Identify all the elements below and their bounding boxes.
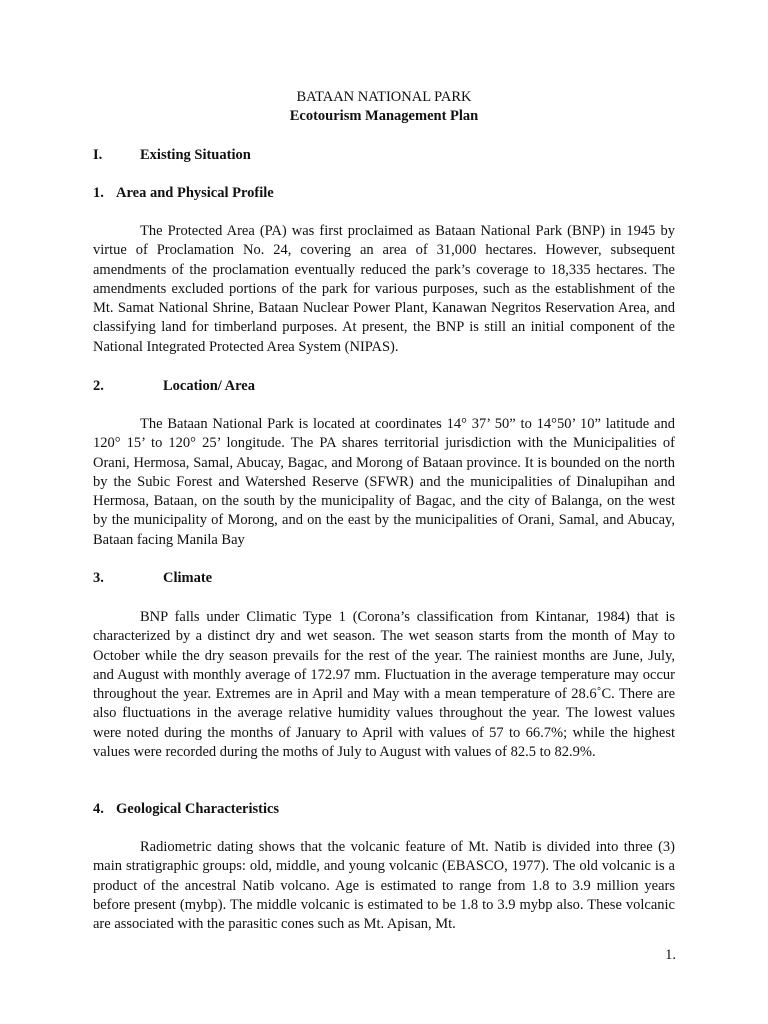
document-title: BATAAN NATIONAL PARK: [296, 89, 472, 105]
subsection-4-title: Geological Characteristics: [116, 801, 280, 817]
subsection-3-heading: [93, 569, 212, 587]
subsection-3-paragraph: BNP falls under Climatic Type 1 (Corona’s classification from Kintanar, 1984) that is characterized by a distinct dry and wet season. The wet season starts from the month of May to October while the dry season prevails for the rest of the year. The rainiest months are June, July, and August with monthly average of 172.97 mm. Fluctuation in the average temperature may occur throughout the year. Extremes are in April and May with a mean temperature of 28.6˚C. There are also fluctuations in the average relative humidity values throughout the year. The lowest values were noted during the months of January to April with values of 57 to 66.7%; while the highest values were recorded during the moths of July to August with values of 82.5 to 82.9%.: [93, 609, 675, 761]
section-heading: [93, 146, 251, 164]
subsection-1-heading: [93, 184, 274, 202]
subsection-2-paragraph: The Bataan National Park is located at coordinates 14° 37’ 50” to 14°50’ 10” latitude and 120° 15’ to 120° 25’ longitude. The PA shares territorial jurisdiction with the Municipalities of Orani, Hermosa, Samal, Abucay, Bagac, and Morong of Bataan province. It is bounded on the north by the Subic Forest and Watershed Reserve (SFWR) and the municipalities of Dinalupihan and Hermosa, Bataan, on the south by the municipality of Bagac, and the city of Balanga, on the west by the municipality of Morong, and on the east by the municipalities of Orani, Samal, and Abucay, Bataan facing Manila Bay: [93, 416, 675, 548]
page-number: 1.: [665, 947, 676, 963]
section-number: I.: [93, 147, 103, 163]
subsection-2-title: Location/ Area: [163, 378, 255, 394]
subsection-1-number: 1.: [93, 185, 104, 201]
document-subtitle: Ecotourism Management Plan: [289, 108, 479, 124]
subsection-2-number: 2.: [93, 378, 104, 394]
subsection-3-number: 3.: [93, 570, 104, 586]
subsection-4-paragraph: Radiometric dating shows that the volcanic feature of Mt. Natib is divided into three (3) main stratigraphic groups: old, middle, and young volcanic (EBASCO, 1977). The old volcanic is a product of the ancestral Natib volcano. Age is estimated to range from 1.8 to 3.9 million years before present (mybp). The middle volcanic is estimated to be 1.8 to 3.9 mybp also. These volcanic are associated with the parasitic cones such as Mt. Apisan, Mt.: [93, 839, 675, 933]
subsection-1-title: Area and Physical Profile: [116, 185, 274, 201]
subsection-4-heading: [93, 800, 279, 818]
subsection-3-title: Climate: [163, 570, 213, 586]
subsection-1-paragraph: The Protected Area (PA) was first proclaimed as Bataan National Park (BNP) in 1945 by virtue of Proclamation No. 24, covering an area of 31,000 hectares. However, subsequent amendments of the proclamation eventually reduced the park’s coverage to 18,335 hectares. The amendments excluded portions of the park for various purposes, such as the establishment of the Mt. Samat National Shrine, Bataan Nuclear Power Plant, Kanawan Negritos Reservation Area, and classifying land for timberland purposes. At present, the BNP is still an initial component of the National Integrated Protected Area System (NIPAS).: [93, 223, 675, 355]
section-title: Existing Situation: [140, 147, 251, 163]
subsection-4-number: 4.: [93, 801, 104, 817]
subsection-2-heading: [93, 377, 255, 395]
